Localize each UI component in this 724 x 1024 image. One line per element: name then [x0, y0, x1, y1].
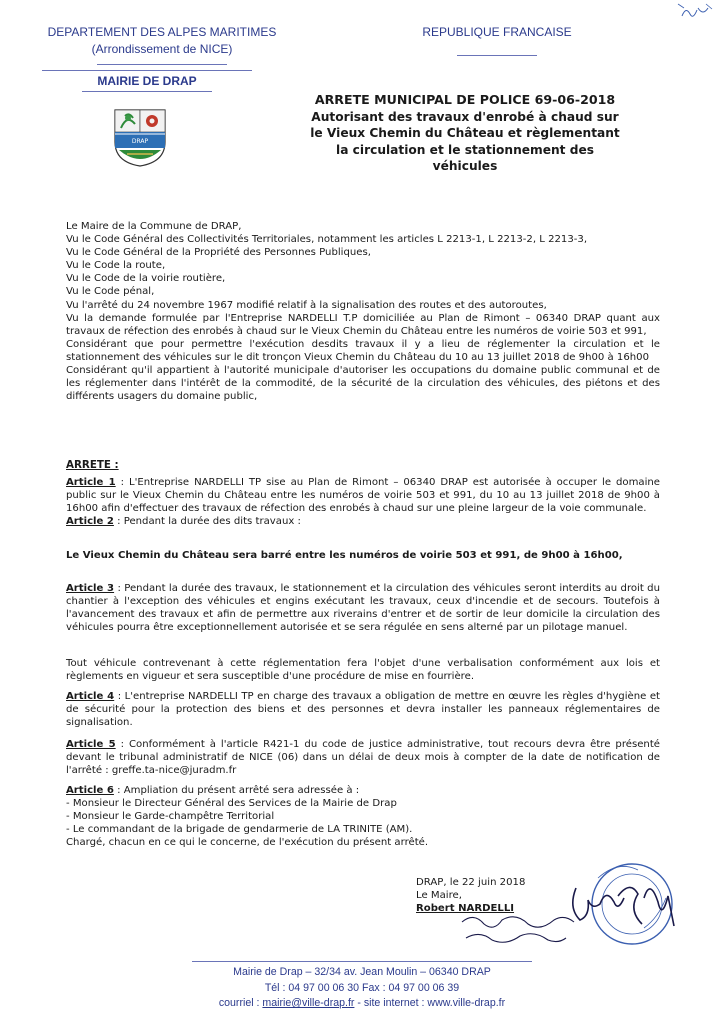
- mairie-header: [62, 74, 232, 88]
- divider: [42, 70, 252, 71]
- footer-phone: Tél : 04 97 00 06 30 Fax : 04 97 00 06 39: [264, 981, 460, 994]
- divider: [97, 64, 227, 65]
- preamble-line: Vu le Code Général de la Propriété des Personnes Publiques,: [66, 247, 371, 259]
- article-3: [66, 582, 660, 634]
- footer-email-link[interactable]: mairie@ville-drap.fr: [262, 997, 355, 1009]
- document-title: [300, 92, 630, 175]
- arrondissement: (Arrondissement de NICE): [91, 42, 233, 56]
- footer-email-label: courriel :: [218, 997, 263, 1009]
- title-line-1: ARRETE MUNICIPAL DE POLICE 69-06-2018: [314, 92, 616, 107]
- divider: [82, 91, 212, 92]
- closing-line: Chargé, chacun en ce qui le concerne, de l'exécution du présent arrêté.: [66, 837, 429, 849]
- signature-role: Le Maire,: [416, 890, 462, 901]
- title-line-2: Autorisant des travaux d'enrobé à chaud sur: [311, 109, 619, 124]
- title-line-3: le Vieux Chemin du Château et règlementant: [310, 126, 620, 140]
- article-5: [66, 738, 660, 777]
- divider: [457, 55, 537, 56]
- signature-block: [416, 876, 525, 915]
- department-name: DEPARTEMENT DES ALPES MARITIMES: [47, 25, 277, 39]
- article-1-text: : L'Entreprise NARDELLI TP sise au Plan de Rimont – 06340 DRAP est autorisée à occuper le domaine public sur le Vieux Chemin du Château entre les numéros de voirie 503 et 991, du 10 au 13 juillet 2018 de 9h00 à 16h00 afin d'effectuer des travaux de réfection des enrobés à chaud sur une pleine largeur de la voie communale.: [66, 477, 661, 515]
- article-6: [66, 784, 660, 849]
- signature-date: DRAP, le 22 juin 2018: [416, 877, 526, 888]
- republique-header: [412, 24, 582, 56]
- footer: [112, 965, 612, 1012]
- preamble-paragraph: Vu la demande formulée par l'Entreprise NARDELLI T.P domiciliée au Plan de Rimont – 06340 DRAP quant aux travaux de réfection des enrobés à chaud sur le Vieux Chemin du Château entre les numéros de voirie 503 et 991,: [66, 312, 660, 337]
- article-6-title: Article 6: [66, 785, 114, 796]
- article-1-title: Article 1: [66, 477, 116, 488]
- list-item: - Le commandant de la brigade de gendarmerie de LA TRINITE (AM).: [66, 824, 413, 836]
- crest-label: DRAP: [131, 138, 149, 145]
- article-5-text: : Conformément à l'article R421-1 du code de justice administrative, tout recours devra être présenté devant le tribunal administratif de NICE (06) dans un délai de deux mois à compter de la date de notification de l'arrêté : greffe.ta-nice@juradm.fr: [66, 739, 660, 777]
- article-4-title: Article 4: [66, 691, 115, 702]
- article-1: [66, 476, 660, 528]
- preamble: [66, 220, 660, 403]
- preamble-line: Vu le Code de la voirie routière,: [66, 273, 226, 285]
- arrete-heading: ARRETE :: [66, 459, 119, 471]
- title-line-4: la circulation et le stationnement des: [336, 142, 594, 157]
- coat-of-arms-icon: [113, 108, 167, 168]
- preamble-line: Vu l'arrêté du 24 novembre 1967 modifié relatif à la signalisation des routes et des autoroutes,: [66, 299, 547, 311]
- signature-name: Robert NARDELLI: [416, 903, 515, 914]
- title-line-5: véhicules: [432, 159, 498, 173]
- footer-address: Mairie de Drap – 32/34 av. Jean Moulin – 06340 DRAP: [233, 966, 491, 978]
- article-3-title: Article 3: [66, 583, 115, 594]
- preamble-paragraph: Considérant qu'il appartient à l'autorité municipale d'autoriser les occupations du domaine public communal et de les réglementer dans l'intérêt de la commodité, de la sécurité de la circulation des véhicules, des piétons et des différents usagers du domaine public,: [66, 365, 660, 403]
- article-5-title: Article 5: [66, 739, 116, 750]
- republique-label: REPUBLIQUE FRANCAISE: [422, 25, 572, 39]
- article-3-text: : Pendant la durée des travaux, le stationnement et la circulation des véhicules seront interdits au droit du chantier à l'exception des véhicules et engins exécutant les travaux, ceux d'incendie et de secours. Toutefois à l'avancement des travaux et afin de permettre aux riverains d'entrer et de sortir de leur domicile la circulation des véhicules pourra être exceptionnellement autorisée et se sera régulée en sens alterné par un pilotage manuel.: [66, 583, 660, 634]
- article-2-text: : Pendant la durée des dits travaux :: [113, 516, 301, 528]
- article-6-text: : Ampliation du présent arrêté sera adressée à :: [113, 785, 360, 796]
- preamble-line: Vu le Code pénal,: [66, 286, 155, 298]
- preamble-line: Le Maire de la Commune de DRAP,: [66, 221, 242, 232]
- footer-web: - site internet : www.ville-drap.fr: [354, 997, 506, 1009]
- preamble-paragraph: Considérant que pour permettre l'exécution desdits travaux il y a lieu de réglementer la circulation et le stationnement des véhicules sur le dit tronçon Vieux Chemin du Château du 10 au 13 juillet 2018 de 9h00 à 16h00: [66, 338, 660, 363]
- preamble-line: Vu le Code la route,: [66, 260, 166, 272]
- article-4-text: : L'entreprise NARDELLI TP en charge des travaux a obligation de mettre en œuvre les règles d'hygiène et de sécurité pour la protection des biens et des personnes et devra installer les panneaux réglementaires de signalisation.: [66, 691, 660, 729]
- article-2-bold-line: Le Vieux Chemin du Château sera barré entre les numéros de voirie 503 et 991, de 9h00 à 16h00,: [66, 550, 623, 561]
- handwritten-corner-mark: [676, 2, 716, 24]
- article-4: [66, 690, 660, 729]
- department-header: [36, 24, 288, 65]
- list-item: - Monsieur le Garde-champêtre Territorial: [66, 811, 275, 823]
- mairie-label: MAIRIE DE DRAP: [97, 74, 197, 88]
- article-2-title: Article 2: [66, 516, 114, 528]
- article-3-followup: Tout véhicule contrevenant à cette réglementation fera l'objet d'une verbalisation conformément aux lois et règlements en vigueur et sera susceptible d'une procédure de mise en fourrière.: [66, 658, 660, 683]
- preamble-line: Vu le Code Général des Collectivités Territoriales, notamment les articles L 2213-1, L 2213-2, L 2213-3,: [66, 234, 588, 246]
- list-item: - Monsieur le Directeur Général des Services de la Mairie de Drap: [66, 798, 397, 810]
- divider: [192, 961, 532, 962]
